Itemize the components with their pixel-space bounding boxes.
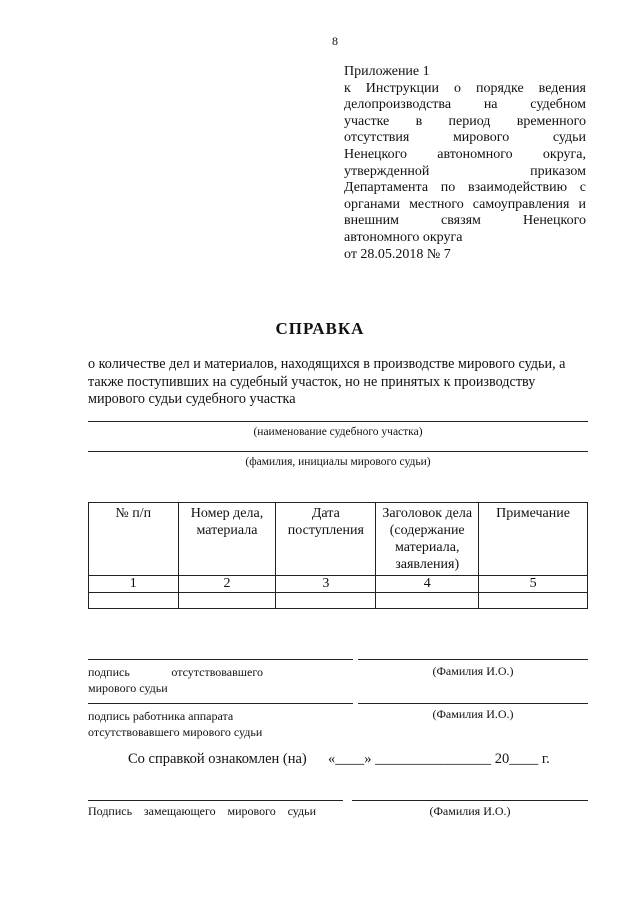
appendix-date: от 28.05.2018 № 7 — [344, 246, 451, 262]
staff-label: подпись работника аппарата — [88, 709, 234, 723]
court-area-caption: (наименование судебного участка) — [253, 426, 423, 438]
staff-signature-line[interactable] — [88, 703, 353, 704]
appendix-line: внешним связям Ненецкого — [344, 213, 586, 229]
column-number: 5 — [479, 576, 588, 593]
substitute-judge-name: (Фамилия И.О.) — [429, 804, 511, 818]
table-cell[interactable] — [178, 593, 276, 609]
substitute-judge-name-line[interactable] — [352, 800, 588, 801]
substitute-judge-label: Подпись замещающего мирового судьи — [88, 804, 316, 818]
acknowledgement-date[interactable]: «____» ________________ 20____ г. — [328, 751, 550, 767]
table-header-row — [89, 503, 588, 576]
table-cell[interactable] — [276, 593, 376, 609]
cases-table — [88, 502, 588, 609]
column-number: 3 — [276, 576, 376, 593]
staff-name-line[interactable] — [358, 703, 588, 704]
table-cell[interactable] — [89, 593, 179, 609]
absent-judge-signature-line[interactable] — [88, 659, 353, 660]
appendix-line: участке в период временного — [344, 113, 586, 129]
judge-name-caption: (фамилия, инициалы мирового судьи) — [245, 456, 431, 468]
appendix-line: органами местного самоуправления и — [344, 196, 586, 212]
appendix-line: Департамента по взаимодействию с — [344, 180, 586, 196]
document-description: о количестве дел и материалов, находящихся в производстве мирового судьи, а также поступивших на судебный участок, но не принятых к производству мирового судьи судебного участка — [88, 356, 566, 407]
column-header: Примечание — [479, 503, 588, 576]
court-area-line[interactable] — [88, 421, 588, 422]
absent-judge-name: (Фамилия И.О.) — [432, 664, 514, 678]
absent-judge-name-line[interactable] — [358, 659, 588, 660]
appendix-line: отсутствия мирового судьи — [344, 130, 586, 146]
column-header: Дата поступления — [276, 503, 376, 576]
acknowledgement-label: Со справкой ознакомлен (на) — [128, 751, 307, 767]
judge-name-line[interactable] — [88, 451, 588, 452]
staff-name: (Фамилия И.О.) — [432, 707, 514, 721]
page-number: 8 — [332, 34, 338, 48]
table-cell[interactable] — [376, 593, 479, 609]
appendix-line: утвержденной приказом — [344, 163, 586, 179]
table-cell[interactable] — [479, 593, 588, 609]
column-header: Заголовок дела (содержание материала, заявления) — [376, 503, 479, 576]
column-number: 1 — [89, 576, 179, 593]
staff-label-cont: отсутствовавшего мирового судьи — [88, 725, 263, 739]
appendix-block — [344, 64, 586, 263]
appendix-heading: Приложение 1 — [344, 64, 430, 79]
column-number: 4 — [376, 576, 479, 593]
appendix-line: автономного округа — [344, 229, 463, 245]
table-row — [89, 593, 588, 609]
column-header: Номер дела, материала — [178, 503, 276, 576]
absent-judge-label-cont: мирового судьи — [88, 681, 168, 695]
document-title: СПРАВКА — [275, 319, 365, 338]
appendix-line: Ненецкого автономного округа, — [344, 146, 586, 162]
column-number: 2 — [178, 576, 276, 593]
appendix-line: к Инструкции о порядке ведения — [344, 80, 586, 96]
appendix-line: делопроизводства на судебном — [344, 97, 586, 113]
column-number-row — [89, 576, 588, 593]
column-header: № п/п — [89, 503, 179, 576]
absent-judge-label: подпись отсутствовавшего — [88, 665, 263, 679]
substitute-judge-signature-line[interactable] — [88, 800, 343, 801]
